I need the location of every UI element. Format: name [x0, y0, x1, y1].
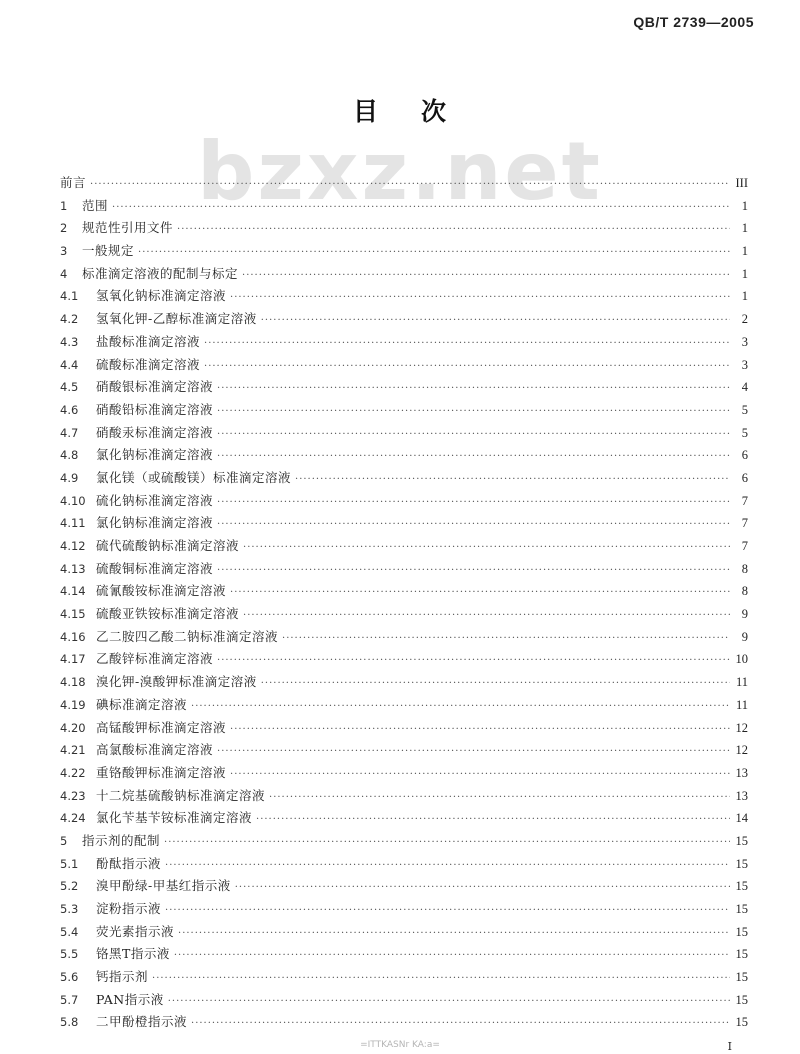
- toc-entry-number: 4.6: [60, 402, 79, 417]
- toc-dot-leader: [256, 809, 730, 832]
- toc-entry-title: 盐酸标准滴定溶液: [96, 333, 201, 349]
- toc-dot-leader: [230, 764, 730, 787]
- toc-entry-title: 淀粉指示液: [96, 901, 162, 916]
- toc-entry-page: 15: [735, 833, 748, 848]
- toc-entry[interactable]: [60, 308, 748, 331]
- toc-entry-number: 3: [60, 244, 68, 259]
- toc-entry[interactable]: [60, 966, 748, 989]
- toc-entry-title: 硫化钠标准滴定溶液: [96, 492, 214, 508]
- toc-entry-number: 5: [60, 833, 68, 848]
- toc-entry-title: 指示剂的配制: [82, 832, 161, 848]
- page-title-part2: 次: [421, 97, 448, 126]
- toc-entry-title: 高锰酸钾标准滴定溶液: [96, 719, 227, 735]
- toc-entry-number: 5.6: [60, 970, 79, 985]
- toc-dot-leader: [177, 219, 730, 242]
- toc-entry-number: 4.13: [60, 561, 86, 576]
- toc-entry-title: 氯化钠标准滴定溶液: [96, 515, 214, 531]
- toc-entry-page: 12: [735, 743, 748, 758]
- toc-entry[interactable]: [60, 195, 748, 218]
- toc-entry-title: 氯化镁（或硫酸镁）标准滴定溶液: [96, 469, 292, 485]
- toc-entry[interactable]: [60, 830, 748, 853]
- toc-dot-leader: [282, 628, 730, 651]
- page-title-part1: 目: [352, 97, 379, 126]
- toc-entry-page: 10: [735, 652, 748, 667]
- toc-entry-number: 5.8: [60, 1015, 79, 1030]
- toc-entry[interactable]: [60, 285, 748, 308]
- toc-entry-page: 9: [741, 607, 748, 622]
- toc-entry-page: 1: [741, 244, 748, 259]
- toc-dot-leader: [204, 333, 730, 356]
- toc-dot-leader: [217, 446, 730, 469]
- toc-dot-leader: [191, 1013, 730, 1036]
- toc-entry-page: III: [735, 176, 748, 190]
- toc-entry[interactable]: [60, 263, 748, 286]
- toc-entry[interactable]: [60, 898, 748, 921]
- toc-entry[interactable]: [60, 626, 748, 649]
- toc-entry-number: 4.11: [60, 516, 86, 531]
- toc-entry-page: 13: [735, 765, 748, 780]
- toc-entry-page: 15: [735, 970, 748, 985]
- toc-dot-leader: [235, 877, 730, 900]
- toc-entry-title: PAN指示液: [96, 991, 164, 1007]
- toc-entry-page: 7: [741, 516, 748, 531]
- toc-entry[interactable]: [60, 422, 748, 445]
- toc-dot-leader: [242, 265, 730, 288]
- toc-entry-title: 铬黑T指示液: [96, 946, 170, 962]
- toc-entry-title: 硫氰酸铵标准滴定溶液: [96, 583, 227, 599]
- toc-entry-title: 乙二胺四乙酸二钠标准滴定溶液: [96, 628, 279, 644]
- toc-entry-page: 9: [741, 629, 748, 644]
- toc-entry-page: 1: [741, 266, 748, 281]
- toc-entry-page: 4: [741, 380, 748, 395]
- toc-entry-number: 4.20: [60, 720, 86, 735]
- toc-entry-page: 15: [735, 856, 748, 871]
- toc-entry-title: 硫酸亚铁铵标准滴定溶液: [96, 606, 240, 622]
- toc-entry-title: 碘标准滴定溶液: [96, 696, 188, 712]
- toc-entry-title: 硝酸铅标准滴定溶液: [96, 401, 214, 417]
- toc-entry-title: 硫酸铜标准滴定溶液: [96, 560, 214, 576]
- toc-entry-title: 十二烷基硫酸钠标准滴定溶液: [96, 787, 266, 803]
- toc-dot-leader: [164, 832, 730, 855]
- toc-entry[interactable]: [60, 739, 748, 762]
- toc-dot-leader: [230, 582, 730, 605]
- toc-entry-number: 4.8: [60, 448, 79, 463]
- toc-dot-leader: [295, 469, 730, 492]
- toc-entry-page: 8: [741, 584, 748, 599]
- toc-entry-number: 4: [60, 266, 68, 281]
- toc-entry[interactable]: [60, 694, 748, 717]
- standard-code: QB/T 2739—2005: [633, 14, 754, 30]
- toc-entry-page: 1: [741, 289, 748, 304]
- toc-dot-leader: [90, 174, 730, 197]
- toc-entry[interactable]: [60, 172, 748, 195]
- toc-entry-title: 硝酸汞标准滴定溶液: [96, 424, 214, 440]
- toc-entry-page: 1: [741, 221, 748, 236]
- toc-entry-page: 7: [741, 539, 748, 553]
- toc-entry-number: 5.7: [60, 992, 79, 1007]
- toc-entry-page: 14: [735, 811, 748, 826]
- toc-entry[interactable]: [60, 558, 748, 581]
- toc-entry-title: 氯化钠标准滴定溶液: [96, 447, 214, 463]
- toc-entry[interactable]: [60, 331, 748, 354]
- toc-entry-title: 硝酸银标准滴定溶液: [96, 379, 214, 395]
- toc-entry-title: 高氯酸标准滴定溶液: [96, 742, 214, 758]
- toc-entry-page: 15: [735, 1015, 748, 1030]
- toc-entry[interactable]: [60, 399, 748, 422]
- toc-entry[interactable]: [60, 807, 748, 830]
- toc-entry[interactable]: [60, 762, 748, 785]
- toc-entry-number: 5.1: [60, 856, 79, 871]
- toc-entry-number: 5.3: [60, 902, 79, 916]
- toc-entry-title: 荧光素指示液: [96, 923, 175, 939]
- toc-dot-leader: [243, 605, 730, 628]
- toc-entry-page: 1: [741, 198, 748, 213]
- footer-text: =ITTKASNr KA:a=: [360, 1040, 440, 1050]
- toc-entry[interactable]: [60, 989, 748, 1012]
- toc-entry-title: 一般规定: [82, 243, 135, 259]
- toc-dot-leader: [217, 401, 730, 424]
- toc-entry[interactable]: [60, 921, 748, 944]
- toc-dot-leader: [165, 855, 730, 878]
- toc-entry-page: 15: [735, 947, 748, 962]
- toc-dot-leader: [152, 968, 730, 991]
- toc-dot-leader: [217, 492, 730, 515]
- toc-entry-number: 4.5: [60, 380, 79, 395]
- toc-entry-title: 氯化苄基苄铵标准滴定溶液: [96, 810, 253, 826]
- toc-entry-title: 范围: [82, 197, 109, 213]
- toc-entry-number: 4.19: [60, 697, 86, 712]
- toc-entry[interactable]: [60, 467, 748, 490]
- toc-entry[interactable]: [60, 875, 748, 898]
- toc-entry-page: 8: [741, 561, 748, 576]
- toc-dot-leader: [261, 310, 730, 333]
- toc-entry[interactable]: [60, 648, 748, 671]
- toc-dot-leader: [168, 991, 730, 1014]
- toc-entry-page: 2: [741, 312, 748, 327]
- toc-entry[interactable]: [60, 603, 748, 626]
- toc-entry-title: 标准滴定溶液的配制与标定: [82, 265, 239, 281]
- toc-dot-leader: [230, 287, 730, 310]
- toc-entry-page: 13: [735, 788, 748, 803]
- toc-entry-page: 15: [735, 924, 748, 939]
- toc-dot-leader: [217, 424, 730, 447]
- toc-entry[interactable]: [60, 671, 748, 694]
- toc-entry[interactable]: [60, 217, 748, 240]
- toc-entry-number: 1: [60, 198, 68, 213]
- toc-entry-page: 3: [741, 357, 748, 372]
- toc-entry-page: 6: [741, 448, 748, 463]
- toc-entry-number: 4.18: [60, 675, 86, 690]
- toc-entry-number: 4.1: [60, 289, 79, 304]
- toc-entry-title: 硫酸标准滴定溶液: [96, 356, 201, 372]
- toc-dot-leader: [178, 923, 730, 946]
- toc-entry[interactable]: [60, 853, 748, 876]
- toc-dot-leader: [217, 741, 730, 764]
- toc-dot-leader: [217, 378, 730, 401]
- toc-entry-title: 溴化钾-溴酸钾标准滴定溶液: [96, 674, 257, 690]
- toc-entry-number: 4.21: [60, 743, 86, 758]
- page-number: I: [727, 1040, 732, 1053]
- toc-entry[interactable]: [60, 240, 748, 263]
- toc-entry-title: 乙酸锌标准滴定溶液: [96, 651, 214, 667]
- toc-dot-leader: [230, 719, 730, 742]
- toc-entry-number: 4.9: [60, 470, 79, 485]
- toc-entry-page: 11: [735, 697, 748, 712]
- toc-entry-number: 4.3: [60, 334, 79, 349]
- toc-entry-page: 11: [735, 675, 748, 690]
- toc-entry-page: 6: [741, 470, 748, 485]
- toc-entry-title: 酚酞指示液: [96, 855, 162, 871]
- toc-entry[interactable]: [60, 1011, 748, 1034]
- toc-entry-number: 4.14: [60, 584, 86, 599]
- toc-dot-leader: [174, 945, 730, 968]
- toc-entry-page: 15: [735, 879, 748, 894]
- toc-entry-number: 4.12: [60, 539, 86, 553]
- toc-dot-leader: [217, 514, 730, 537]
- toc-dot-leader: [191, 696, 730, 719]
- toc-entry[interactable]: [60, 580, 748, 603]
- toc-entry-title: 溴甲酚绿-甲基红指示液: [96, 878, 231, 894]
- toc-entry-number: 4.24: [60, 811, 86, 826]
- toc-entry[interactable]: [60, 512, 748, 535]
- toc-entry-title: 硫代硫酸钠标准滴定溶液: [96, 538, 240, 553]
- toc-dot-leader: [243, 537, 730, 560]
- toc-entry-number: 4.15: [60, 607, 86, 622]
- toc-entry-number: 5.2: [60, 879, 79, 894]
- toc-entry-number: 4.23: [60, 788, 86, 803]
- toc-entry-number: 4.17: [60, 652, 86, 667]
- toc-entry-title: 钙指示剂: [96, 969, 149, 985]
- toc-dot-leader: [204, 356, 730, 379]
- toc-dot-leader: [138, 242, 730, 265]
- toc-entry-number: 4.22: [60, 765, 86, 780]
- toc-entry[interactable]: [60, 376, 748, 399]
- toc-entry[interactable]: [60, 354, 748, 377]
- toc-dot-leader: [217, 560, 730, 583]
- toc-dot-leader: [269, 787, 730, 810]
- toc-dot-leader: [112, 197, 730, 220]
- toc-entry-page: 15: [735, 902, 748, 916]
- watermark: bzxz.net: [197, 125, 603, 218]
- toc-entry[interactable]: [60, 943, 748, 966]
- toc-entry-title: 规范性引用文件: [82, 220, 174, 236]
- toc-entry-number: 5.5: [60, 947, 79, 962]
- toc-entry-page: 5: [741, 425, 748, 440]
- toc-entry-page: 15: [735, 992, 748, 1007]
- toc-entry-number: 4.7: [60, 425, 79, 440]
- toc-entry-number: 4.16: [60, 629, 86, 644]
- page-title: [0, 92, 800, 128]
- toc-entry[interactable]: [60, 444, 748, 467]
- toc-entry-title: 重铬酸钾标准滴定溶液: [96, 764, 227, 780]
- toc-entry-number: 4.2: [60, 312, 79, 327]
- toc-entry-title: 前言: [60, 175, 87, 190]
- toc-entry[interactable]: [60, 717, 748, 740]
- toc-entry-number: 2: [60, 221, 68, 236]
- toc-dot-leader: [165, 900, 730, 923]
- toc-entry-number: 4.10: [60, 493, 86, 508]
- toc-entry[interactable]: [60, 535, 748, 558]
- toc-entry-title: 氢氧化钾-乙醇标准滴定溶液: [96, 311, 257, 327]
- toc-entry-title: 二甲酚橙指示液: [96, 1014, 188, 1030]
- toc-entry-page: 12: [735, 720, 748, 735]
- toc-dot-leader: [261, 673, 730, 696]
- toc-entry-page: 3: [741, 334, 748, 349]
- toc-entry-title: 氢氧化钠标准滴定溶液: [96, 288, 227, 304]
- toc-entry[interactable]: [60, 785, 748, 808]
- toc-dot-leader: [217, 650, 730, 673]
- toc-entry[interactable]: [60, 490, 748, 513]
- toc-entry-number: 4.4: [60, 357, 79, 372]
- toc-entry-page: 5: [741, 402, 748, 417]
- table-of-contents: [60, 172, 748, 1034]
- toc-entry-page: 7: [741, 493, 748, 508]
- toc-entry-number: 5.4: [60, 924, 79, 939]
